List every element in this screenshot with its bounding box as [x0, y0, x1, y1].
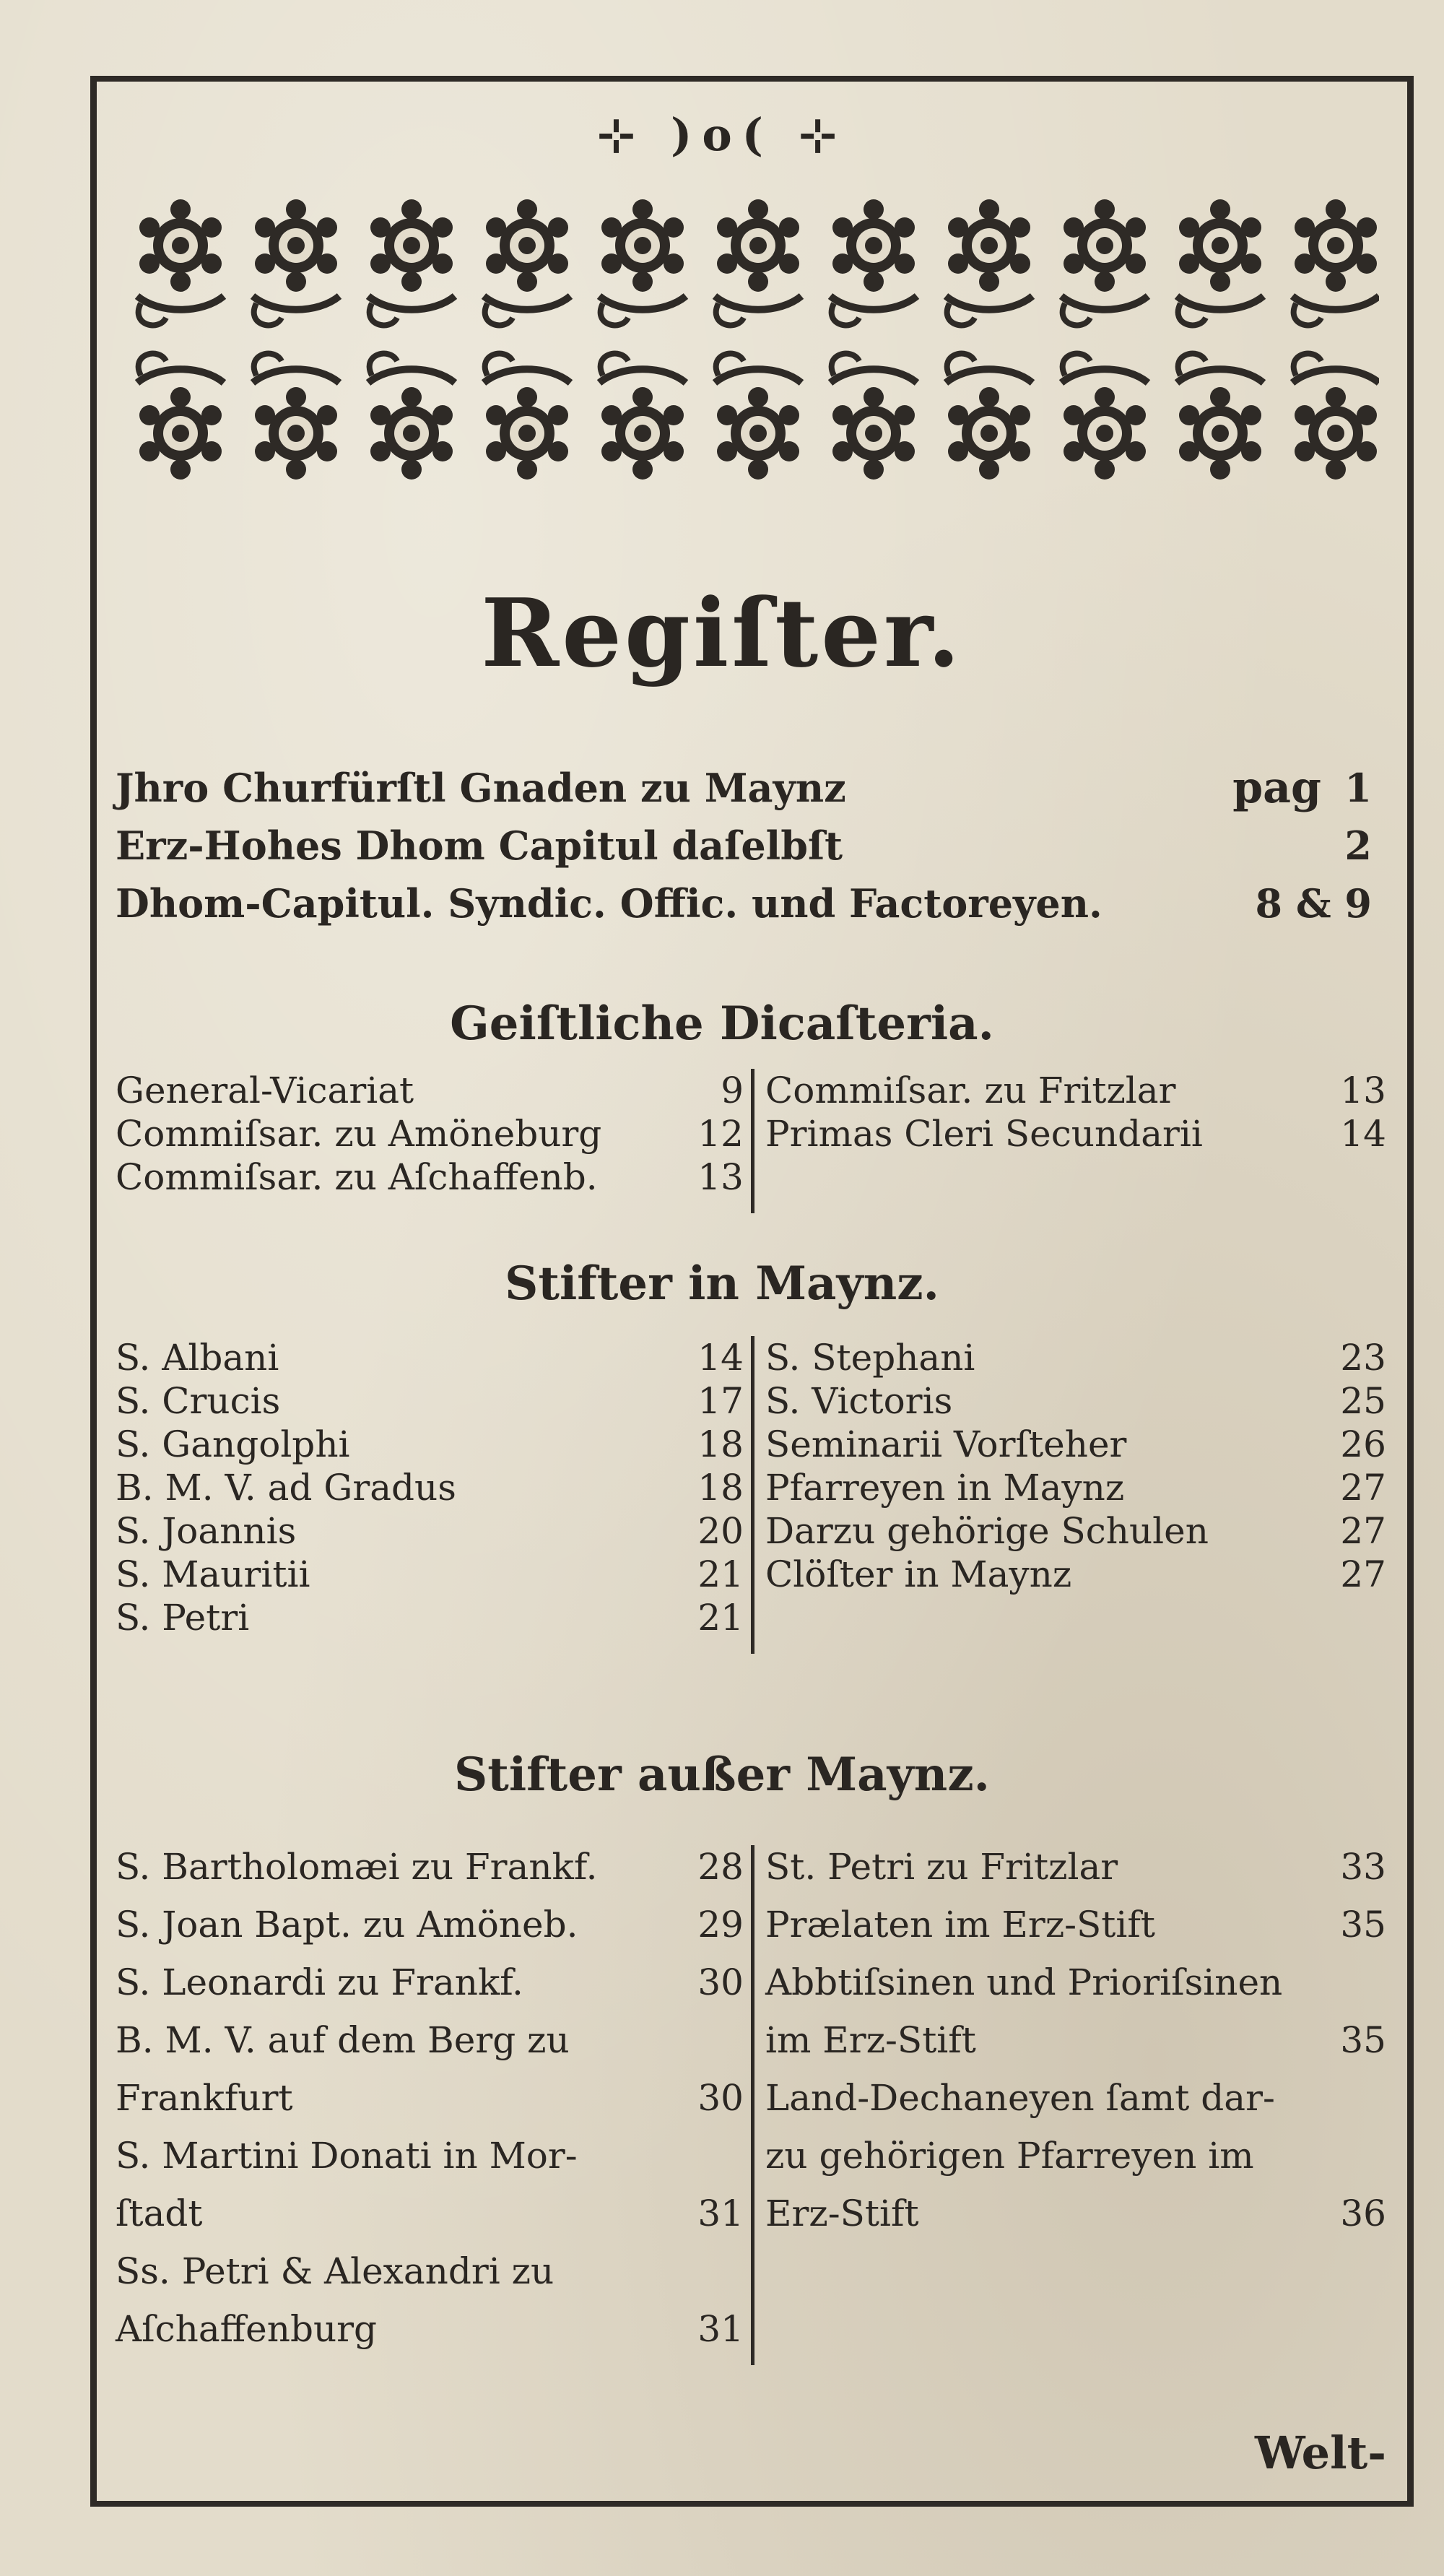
row-label: S. Gangolphi	[116, 1423, 350, 1465]
register-row	[758, 1553, 1393, 1596]
section-columns	[108, 1336, 1386, 1654]
row-label: S. Mauritii	[116, 1553, 310, 1595]
row-page: 17	[697, 1380, 744, 1422]
register-row	[108, 2250, 751, 2307]
row-label: Pfarreyen in Maynz	[765, 1467, 1125, 1509]
register-row	[758, 1845, 1393, 1903]
register-row	[758, 2018, 1393, 2076]
register-row	[758, 1466, 1393, 1509]
register-row	[108, 1155, 751, 1199]
entry-label: Erz-Hohes Dhom Capitul daſelbſt	[116, 823, 843, 869]
row-label: B. M. V. auf dem Berg zu	[116, 2019, 570, 2061]
row-label: ſtadt	[116, 2193, 203, 2234]
floral-ornament-band	[123, 173, 1379, 506]
row-label: S. Crucis	[116, 1380, 281, 1422]
row-label: Aſchaffenburg	[116, 2308, 378, 2350]
row-label: S. Martini Donati in Mor-	[116, 2135, 578, 2177]
row-page: 27	[1340, 1553, 1386, 1595]
left-column	[108, 1336, 751, 1639]
register-row	[108, 2307, 751, 2365]
register-row	[108, 1423, 751, 1466]
row-page: 13	[697, 1156, 744, 1198]
register-row	[758, 1903, 1393, 1961]
row-page: 33	[1340, 1846, 1386, 1888]
row-label: Ss. Petri & Alexandri zu	[116, 2250, 554, 2292]
row-page: 9	[721, 1070, 744, 1111]
row-label: Prælaten im Erz-Stift	[765, 1904, 1155, 1946]
row-page: 21	[697, 1597, 744, 1639]
entry-page: 1	[1344, 765, 1372, 811]
register-row	[108, 1466, 751, 1509]
right-column	[758, 1845, 1393, 2250]
row-page: 14	[1340, 1113, 1386, 1155]
left-column	[108, 1069, 751, 1199]
right-column	[758, 1069, 1393, 1155]
row-page: 25	[1340, 1380, 1386, 1422]
column-divider	[751, 1845, 754, 2365]
section-columns	[108, 1845, 1386, 2365]
top-entries	[116, 763, 1372, 927]
section-heading: Stifter außer Maynz.	[454, 1748, 990, 1802]
register-row	[108, 1379, 751, 1423]
row-page: 30	[697, 2077, 744, 2119]
column-divider	[751, 1069, 754, 1213]
row-page: 28	[697, 1846, 744, 1888]
row-label: Commiſsar. zu Fritzlar	[765, 1070, 1176, 1111]
register-entry	[116, 763, 1372, 813]
register-row	[108, 1069, 751, 1112]
register-row	[758, 1423, 1393, 1466]
row-label: zu gehörigen Pfarreyen im	[765, 2135, 1254, 2177]
register-row	[108, 2192, 751, 2250]
row-label: Commiſsar. zu Amöneburg	[116, 1113, 602, 1155]
row-page: 23	[1340, 1337, 1386, 1379]
register-row	[108, 2018, 751, 2076]
row-label: S. Albani	[116, 1337, 279, 1379]
column-divider	[751, 1336, 754, 1654]
register-row	[108, 1509, 751, 1553]
row-label: Abbtiſsinen und Prioriſsinen	[765, 1961, 1283, 2003]
row-page: 31	[697, 2193, 744, 2234]
register-row	[108, 1903, 751, 1961]
page-prefix: pag	[1232, 763, 1321, 813]
row-label: Erz-Stift	[765, 2193, 919, 2234]
row-page: 20	[697, 1510, 744, 1552]
row-label: S. Leonardi zu Frankf.	[116, 1961, 523, 2003]
register-row	[758, 1112, 1393, 1155]
page-title: Regiſter.	[481, 578, 963, 688]
row-page: 31	[697, 2308, 744, 2350]
register-row	[758, 2076, 1393, 2134]
register-row	[108, 1596, 751, 1639]
register-row	[758, 2134, 1393, 2192]
register-row	[108, 2134, 751, 2192]
row-label: S. Stephani	[765, 1337, 975, 1379]
section-columns	[108, 1069, 1386, 1213]
row-label: Primas Cleri Secundarii	[765, 1113, 1203, 1155]
register-entry	[116, 881, 1372, 926]
catchword: Welt-	[1255, 2427, 1386, 2479]
row-page: 13	[1340, 1070, 1386, 1111]
register-row	[108, 1112, 751, 1155]
row-label: im Erz-Stift	[765, 2019, 976, 2061]
row-page: 12	[697, 1113, 744, 1155]
right-column	[758, 1336, 1393, 1596]
row-page: 27	[1340, 1467, 1386, 1509]
row-page: 35	[1340, 1904, 1386, 1946]
row-page: 27	[1340, 1510, 1386, 1552]
row-page: 21	[697, 1553, 744, 1595]
row-label: General-Vicariat	[116, 1070, 414, 1111]
row-page: 29	[697, 1904, 744, 1946]
entry-page: 8 & 9	[1255, 880, 1372, 927]
row-label: B. M. V. ad Gradus	[116, 1467, 456, 1509]
row-page: 30	[697, 1961, 744, 2003]
row-label: S. Victoris	[765, 1380, 953, 1422]
register-entry	[116, 823, 1372, 868]
left-column	[108, 1845, 751, 2365]
register-row	[758, 1379, 1393, 1423]
row-page: 36	[1340, 2193, 1386, 2234]
row-page: 18	[697, 1467, 744, 1509]
row-label: Commiſsar. zu Aſchaffenb.	[116, 1156, 598, 1198]
row-label: Land-Dechaneyen ſamt dar-	[765, 2077, 1275, 2119]
register-row	[108, 2076, 751, 2134]
row-label: S. Petri	[116, 1597, 250, 1639]
section-heading: Stifter in Maynz.	[505, 1257, 939, 1311]
row-label: Seminarii Vorſteher	[765, 1423, 1127, 1465]
row-page: 35	[1340, 2019, 1386, 2061]
register-row	[758, 1509, 1393, 1553]
row-label: Frankfurt	[116, 2077, 293, 2119]
register-row	[108, 1553, 751, 1596]
register-row	[108, 1961, 751, 2018]
register-row	[108, 1845, 751, 1903]
register-row	[758, 1961, 1393, 2018]
entry-label: Jhro Churfürſtl Gnaden zu Maynz	[116, 765, 846, 811]
register-row	[758, 1336, 1393, 1379]
row-label: St. Petri zu Fritzlar	[765, 1846, 1118, 1888]
row-label: Clöſter in Maynz	[765, 1553, 1072, 1595]
entry-page: 2	[1344, 823, 1372, 869]
row-label: S. Bartholomæi zu Frankf.	[116, 1846, 598, 1888]
entry-label: Dhom-Capitul. Syndic. Offic. und Factoreyen.	[116, 880, 1102, 927]
row-label: S. Joannis	[116, 1510, 297, 1552]
row-page: 26	[1340, 1423, 1386, 1465]
folio-ornament: ⊹ )o( ⊹	[597, 108, 847, 161]
section-heading: Geiſtliche Dicaſteria.	[450, 997, 994, 1051]
row-page: 14	[697, 1337, 744, 1379]
register-row	[108, 1336, 751, 1379]
register-row	[758, 1069, 1393, 1112]
row-page: 18	[697, 1423, 744, 1465]
register-row	[758, 2192, 1393, 2250]
row-label: S. Joan Bapt. zu Amöneb.	[116, 1904, 578, 1946]
row-label: Darzu gehörige Schulen	[765, 1510, 1209, 1552]
